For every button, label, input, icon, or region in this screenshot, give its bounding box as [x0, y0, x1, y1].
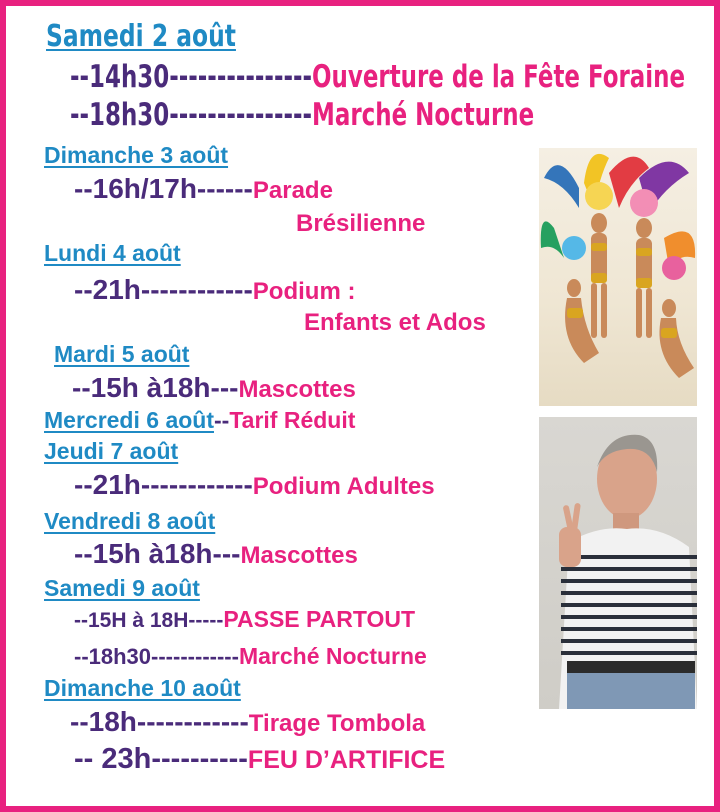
time-label: --18h------------ [70, 706, 249, 737]
time-label: --21h------------ [74, 274, 253, 305]
schedule-row [74, 276, 355, 304]
event-label: Marché Nocturne [312, 97, 535, 133]
event-label: Ouverture de la Fête Foraine [312, 59, 686, 95]
time-label: --21h------------ [74, 469, 253, 500]
schedule-row [70, 708, 425, 736]
schedule-row [74, 175, 333, 203]
day-heading: Mardi 5 août [54, 341, 190, 367]
schedule-row [72, 374, 356, 402]
event-label-continued: Enfants et Ados [304, 309, 486, 336]
time-label: --14h30--------------- [70, 59, 313, 95]
day-heading: Vendredi 8 août [44, 508, 216, 534]
event-label: Podium Adultes [252, 473, 435, 500]
time-label: --15h à18h--- [74, 538, 241, 569]
man-peace-sign-photo [539, 417, 697, 709]
time-label: --16h/17h------ [74, 173, 253, 204]
day-heading: Samedi 2 août [46, 19, 236, 54]
event-label: Mascottes [240, 542, 358, 569]
day-heading: Samedi 9 août [44, 575, 200, 601]
day-heading: Dimanche 3 août [44, 142, 229, 168]
event-label: Tirage Tombola [248, 710, 426, 737]
schedule-row [70, 97, 535, 133]
day-heading: Dimanche 10 août [44, 675, 241, 701]
event-label: FEU D’ARTIFICE [247, 746, 446, 774]
dash-separator: -- [214, 407, 230, 433]
schedule-row [74, 471, 435, 499]
schedule-row [74, 540, 358, 568]
schedule-row [74, 745, 445, 774]
time-label: -- 23h---------- [74, 743, 248, 775]
schedule-row [70, 59, 686, 95]
day-heading: Jeudi 7 août [44, 438, 179, 464]
event-label: Parade [252, 177, 333, 204]
event-label: Marché Nocturne [238, 643, 427, 669]
time-label: --15h à18h--- [72, 372, 239, 403]
event-label: PASSE PARTOUT [223, 606, 416, 632]
schedule-row [74, 608, 415, 631]
carnival-dancers-photo [539, 148, 697, 406]
event-label: Tarif Réduit [229, 407, 356, 433]
event-label-continued: Brésilienne [296, 210, 426, 237]
schedule-row [74, 645, 427, 668]
day-heading: Mercredi 6 août [44, 407, 214, 433]
event-label: Mascottes [238, 376, 356, 403]
time-label: --18h30--------------- [70, 97, 313, 133]
time-label: --18h30------------ [74, 644, 239, 669]
day-heading: Lundi 4 août [44, 240, 181, 266]
event-label: Podium : [252, 278, 356, 305]
time-label: --15H à 18H----- [74, 609, 224, 632]
schedule-row [44, 409, 355, 432]
